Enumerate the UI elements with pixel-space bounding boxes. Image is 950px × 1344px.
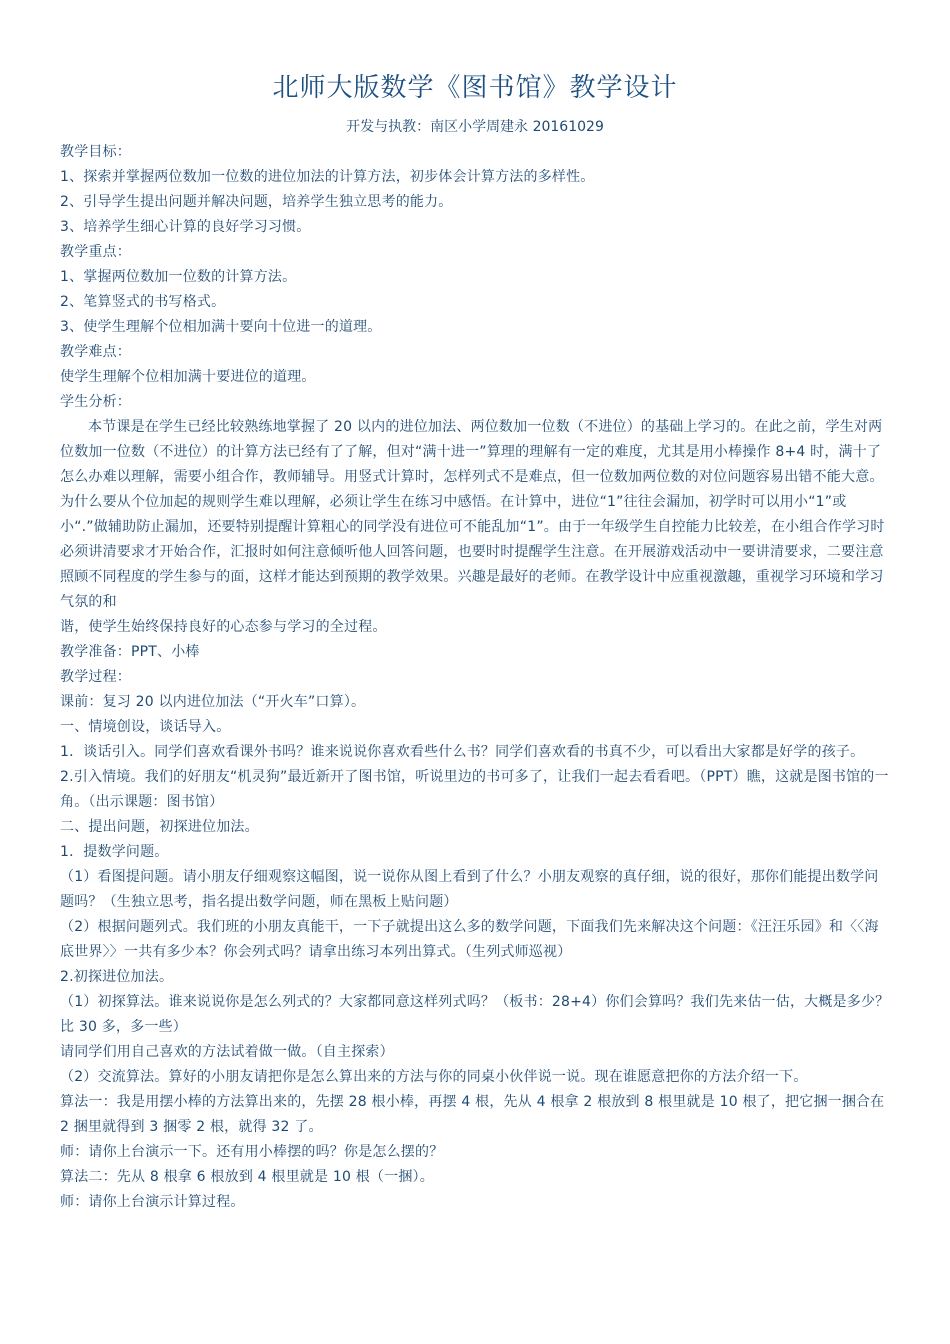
document-body bbox=[60, 140, 890, 1215]
paragraph: 谐，使学生始终保持良好的心态参与学习的全过程。 bbox=[60, 619, 387, 635]
section-heading-student-analysis: 学生分析： bbox=[60, 394, 131, 410]
paragraph: （2）根据问题列式。我们班的小朋友真能干，一下子就提出这么多的数学问题，下面我们先来解决这个问题：《汪汪乐园》和〈〈海底世界〉〉一共有多少本？你会列式吗？请拿出练习本列出算式。（生列式师巡视） bbox=[60, 919, 879, 960]
paragraph: 1．谈话引入。同学们喜欢看课外书吗？谁来说说你喜欢看些什么书？同学们喜欢看的书真不少，可以看出大家都是好学的孩子。 bbox=[60, 744, 865, 760]
student-analysis-paragraph: 本节课是在学生已经比较熟练地掌握了 20 以内的进位加法、两位数加一位数（不进位）的基础上学习的。在此之前，学生对两位数加一位数（不进位）的计算方法已经有了了解，但对“满十进一”算理的理解有一定的难度，尤其是用小棒操作 8+4 时，满十了怎么办难以理解，需要小组合作，教师辅导。用竖式计算时，怎样列式不是难点，但一位数加两位数的对位问题容易出错不能大意。为什么要从个位加起的规则学生难以理解，必须让学生在练习中感悟。在计算中，进位“1”往往会漏加，初学时可以用小“1”或小“.”做辅助防止漏加，还要特别提醒计算粗心的同学没有进位可不能乱加“1”。由于一年级学生自控能力比较差，在小组合作学习时必须讲清要求才开始合作，汇报时如何注意倾听他人回答问题，也要时时提醒学生注意。在开展游戏活动中一要讲清要求，二要注意照顾不同程度的学生参与的面，这样才能达到预期的教学效果。兴趣是最好的老师。在教学设计中应重视激趣，重视学习环境和学习气氛的和 bbox=[60, 419, 885, 610]
paragraph: 1．提数学问题。 bbox=[60, 844, 169, 860]
paragraph: 使学生理解个位相加满十要进位的道理。 bbox=[60, 369, 316, 385]
paragraph: 2、引导学生提出问题并解决问题，培养学生独立思考的能力。 bbox=[60, 194, 453, 210]
paragraph: 3、使学生理解个位相加满十要向十位进一的道理。 bbox=[60, 319, 382, 335]
section-heading-key-points: 教学重点： bbox=[60, 244, 131, 260]
paragraph: 2.初探进位加法。 bbox=[60, 969, 174, 985]
paragraph: 师：请你上台演示计算过程。 bbox=[60, 1194, 245, 1210]
paragraph: （1）看图提问题。请小朋友仔细观察这幅图，说一说你从图上看到了什么？小朋友观察的真仔细，说的很好，那你们能提出数学问题吗？（生独立思考，指名提出数学问题，师在黑板上贴问题） bbox=[60, 869, 879, 910]
document-title: 北师大版数学《图书馆》教学设计 bbox=[272, 73, 678, 103]
paragraph: 1、掌握两位数加一位数的计算方法。 bbox=[60, 269, 297, 285]
step-heading: 二、提出问题，初探进位加法。 bbox=[60, 819, 259, 835]
paragraph: 1、探索并掌握两位数加一位数的进位加法的计算方法，初步体会计算方法的多样性。 bbox=[60, 169, 595, 185]
paragraph: 2.引入情境。我们的好朋友“机灵狗”最近新开了图书馆，听说里边的书可多了，让我们一起去看看吧。（PPT）瞧，这就是图书馆的一角。（出示课题：图书馆） bbox=[60, 769, 889, 810]
paragraph: 课前：复习 20 以内进位加法（“开火车”口算）。 bbox=[60, 694, 366, 710]
paragraph: 2、笔算竖式的书写格式。 bbox=[60, 294, 226, 310]
document-subtitle: 开发与执教：南区小学周建永 20161029 bbox=[346, 119, 604, 135]
paragraph: 请同学们用自己喜欢的方法试着做一做。（自主探索） bbox=[60, 1044, 394, 1060]
section-heading-goals: 教学目标： bbox=[60, 144, 131, 160]
teaching-preparation: 教学准备：PPT、小棒 bbox=[60, 644, 200, 660]
section-heading-process: 教学过程： bbox=[60, 669, 131, 685]
paragraph: 师：请你上台演示一下。还有用小棒摆的吗？你是怎么摆的？ bbox=[60, 1144, 444, 1160]
paragraph: 3、培养学生细心计算的良好学习习惯。 bbox=[60, 219, 311, 235]
step-heading: 一、情境创设，谈话导入。 bbox=[60, 719, 231, 735]
section-heading-difficulty: 教学难点： bbox=[60, 344, 131, 360]
paragraph: 算法二：先从 8 根拿 6 根放到 4 根里就是 10 根（一捆）。 bbox=[60, 1169, 434, 1185]
paragraph: （2）交流算法。算好的小朋友请把你是怎么算出来的方法与你的同桌小伙伴说一说。现在谁愿意把你的方法介绍一下。 bbox=[60, 1069, 808, 1085]
paragraph: （1）初探算法。谁来说说你是怎么列式的？大家都同意这样列式吗？（板书：28+4）你们会算吗？我们先来估一估，大概是多少？比 30 多，多一些） bbox=[60, 994, 890, 1035]
paragraph: 算法一：我是用摆小棒的方法算出来的，先摆 28 根小棒，再摆 4 根，先从 4 根拿 2 根放到 8 根里就是 10 根了，把它捆一捆合在 2 捆里就得到 3 捆零 2 根，就得 32 了。 bbox=[60, 1094, 885, 1135]
